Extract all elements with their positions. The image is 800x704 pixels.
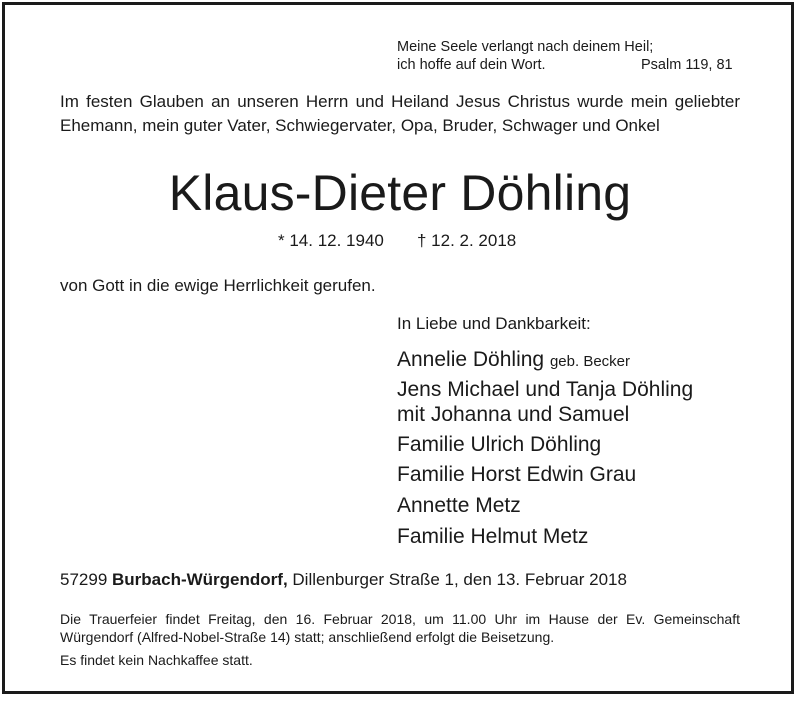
address-street-date: Dillenburger Straße 1, den 13. Februar 2018 (292, 570, 627, 589)
death-date: † 12. 2. 2018 (417, 231, 517, 250)
address-town: Burbach-Würgendorf, (112, 570, 288, 589)
verse-line-1: Meine Seele verlangt nach deinem Heil; (397, 39, 654, 55)
mourner-line: mit Johanna und Samuel (397, 403, 630, 426)
address-postcode: 57299 (60, 570, 108, 589)
deceased-name: Klaus-Dieter Döhling (168, 165, 632, 221)
mourner-line: Familie Ulrich Döhling (397, 433, 602, 456)
mourner-note: geb. Becker (549, 353, 630, 370)
coffee-notice: Es findet kein Nachkaffee statt. (60, 652, 253, 668)
verse-line-2: ich hoffe auf dein Wort. (397, 57, 546, 73)
mourner-line: Jens Michael und Tanja Döhling (397, 378, 694, 401)
mourner-name: Annelie Döhling (397, 348, 545, 371)
address-line (60, 570, 627, 590)
thanks-heading: In Liebe und Dankbarkeit: (397, 314, 591, 333)
mourner-line: Familie Horst Edwin Grau (397, 463, 637, 486)
funeral-notice: Die Trauerfeier findet Freitag, den 16. Februar 2018, um 11.00 Uhr im Hause der Ev. Gemeinschaft Würgendorf (Alfred-Nobel-Straße 14) statt; anschließend erfolgt die Beisetzung. (60, 611, 740, 645)
mourner-line: Familie Helmut Metz (397, 525, 589, 548)
mourner-line: Annette Metz (397, 494, 521, 517)
birth-date: * 14. 12. 1940 (278, 231, 384, 250)
mourner-line (397, 348, 630, 372)
verse-reference: Psalm 119, 81 (641, 57, 733, 73)
intro-text: Im festen Glauben an unseren Herrn und Heiland Jesus Christus wurde mein geliebter Ehemann, mein guter Vater, Schwiegervater, Opa, Bruder, Schwager und Onkel (60, 92, 740, 135)
called-home-text: von Gott in die ewige Herrlichkeit gerufen. (60, 276, 376, 295)
